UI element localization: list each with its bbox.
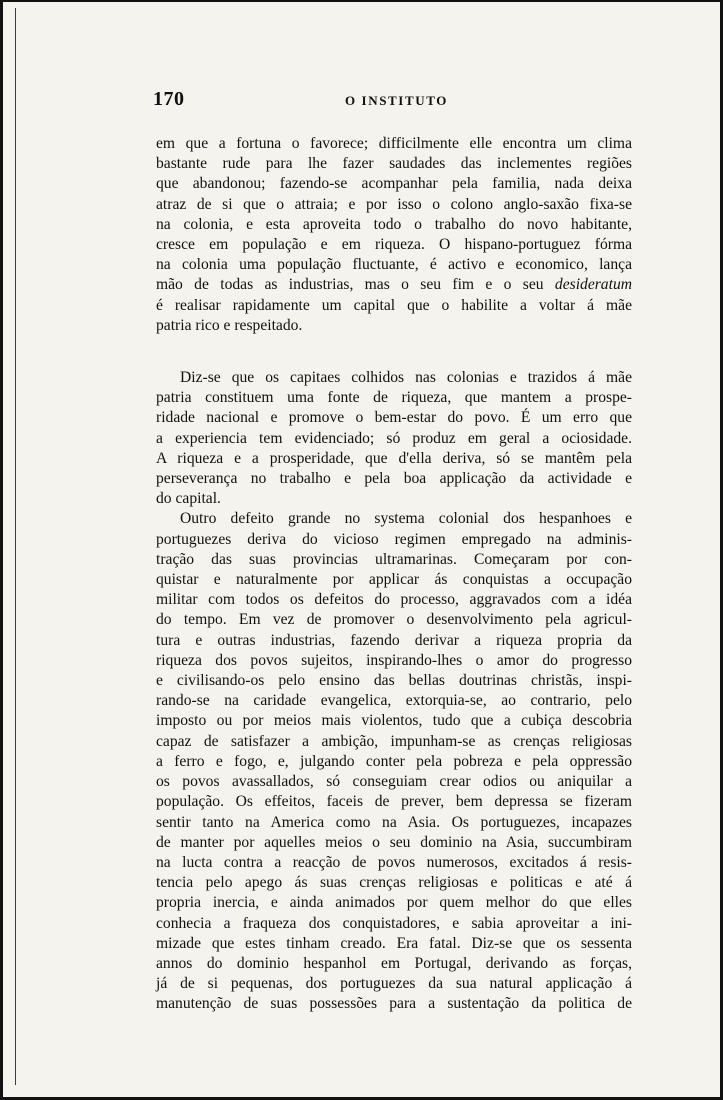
text-line: na colonia uma população fluctuante, é activo e economico, lança [156,256,632,274]
text-line: sentir tanto na America como na Asia. Os portuguezes, incapazes [156,813,632,831]
text-line: tencia pelo apego ás suas crenças religiosas e politicas e até á [156,874,632,892]
text-line: bastante rude para lhe fazer saudades das inclementes regiões [156,155,632,173]
text-fragment: mão de todas as industrias, mas o seu fim e o seu [156,276,544,294]
text-line: militar com todos os defeitos do processo, aggravados com a idéa [156,591,632,609]
text-line: a ferro e fogo, e, julgando conter pela pobreza e pela oppressão [156,752,632,770]
text-line: annos do dominio hespanhol em Portugal, derivando as forças, [156,954,632,972]
text-line: A riqueza e a prosperidade, que d'ella deriva, só se mantêm pela [156,449,632,467]
text-line: que abandonou; fazendo-se acompanhar pela familia, nada deixa [156,175,632,193]
text-line: conhecia a fraqueza dos conquistadores, e sabia aproveitar a ini- [156,914,632,932]
text-line: capaz de satisfazer a ambição, impunham-se as crenças religiosas [156,732,632,750]
running-title: O INSTITUTO [345,93,448,108]
text-line: patria rico e respeitado. [156,316,303,334]
text-line: atraz de si que o attraia; e por isso o colono anglo-saxão fixa-se [156,195,632,213]
text-line: rando-se na caridade evangelica, extorquia-se, ao contrario, pelo [156,692,632,710]
text-line: do tempo. Em vez de promover o desenvolvimento pela agricul- [156,611,632,629]
page-number: 170 [153,88,185,110]
text-line: perseverança no trabalho e pela boa applicação da actividade e [156,470,632,488]
text-line: tração das suas provincias ultramarinas. Começaram por con- [156,550,632,568]
text-line: manutenção de suas possessões para a sustentação da politica de [156,995,632,1013]
text-line: do capital. [156,490,221,508]
text-line: ridade nacional e promove o bem-estar do povo. É um erro que [156,409,632,427]
text-line: cresce em população e em riqueza. O hispano-portuguez fórma [156,236,632,254]
text-line: patria constituem uma fonte de riqueza, que mantem a prospe- [156,389,632,407]
text-line: propria inercia, e ainda animados por quem melhor do que elles [156,894,632,912]
text-line: tura e outras industrias, fazendo derivar a riqueza propria da [156,631,632,649]
body-text [156,134,632,1015]
text-line: de manter por aquelles meios o seu dominio na Asia, succumbiram [156,833,632,851]
text-line: na lucta contra a reacção de povos numerosos, excitados á resis- [156,853,632,871]
text-line: em que a fortuna o favorece; difficilmente elle encontra um clima [156,135,632,152]
text-line: já de si pequenas, dos portuguezes da sua natural applicação á [156,975,632,993]
text-line: a experiencia tem evidenciado; só produz em geral a ociosidade. [156,429,632,447]
text-line: Outro defeito grande no systema colonial dos hespanhoes e [180,510,632,528]
text-line-mixed [156,275,632,295]
text-line: portuguezes deriva do vicioso regimen empregado na adminis- [156,530,632,548]
page-header [153,86,631,112]
text-line: e civilisando-os pelo ensino das bellas doutrinas christãs, inspi- [156,672,632,690]
text-line: os povos avassallados, só conseguiam crear odios ou aniquilar a [156,773,632,791]
text-line: riqueza dos povos sujeitos, inspirando-lhes o amor do progresso [156,651,632,669]
text-line: população. Os effeitos, faceis de prever, bem depressa se fizeram [156,793,632,811]
italic-term: desideratum [554,276,632,294]
text-line: imposto ou por meios mais violentos, tudo que a cubiça descobria [156,712,632,730]
paragraph-gap [156,336,632,368]
text-line: quistar e naturalmente por applicar ás conquistas a occupação [156,571,632,589]
text-line: na colonia, e esta aproveita todo o trabalho do novo habitante, [156,215,632,233]
text-line: Diz-se que os capitaes colhidos nas colonias e trazidos á mãe [180,369,632,387]
text-line: é realisar rapidamente um capital que o habilite a voltar á mãe [156,296,632,314]
text-line: mizade que estes tinham creado. Era fatal. Diz-se que os sessenta [156,934,632,952]
